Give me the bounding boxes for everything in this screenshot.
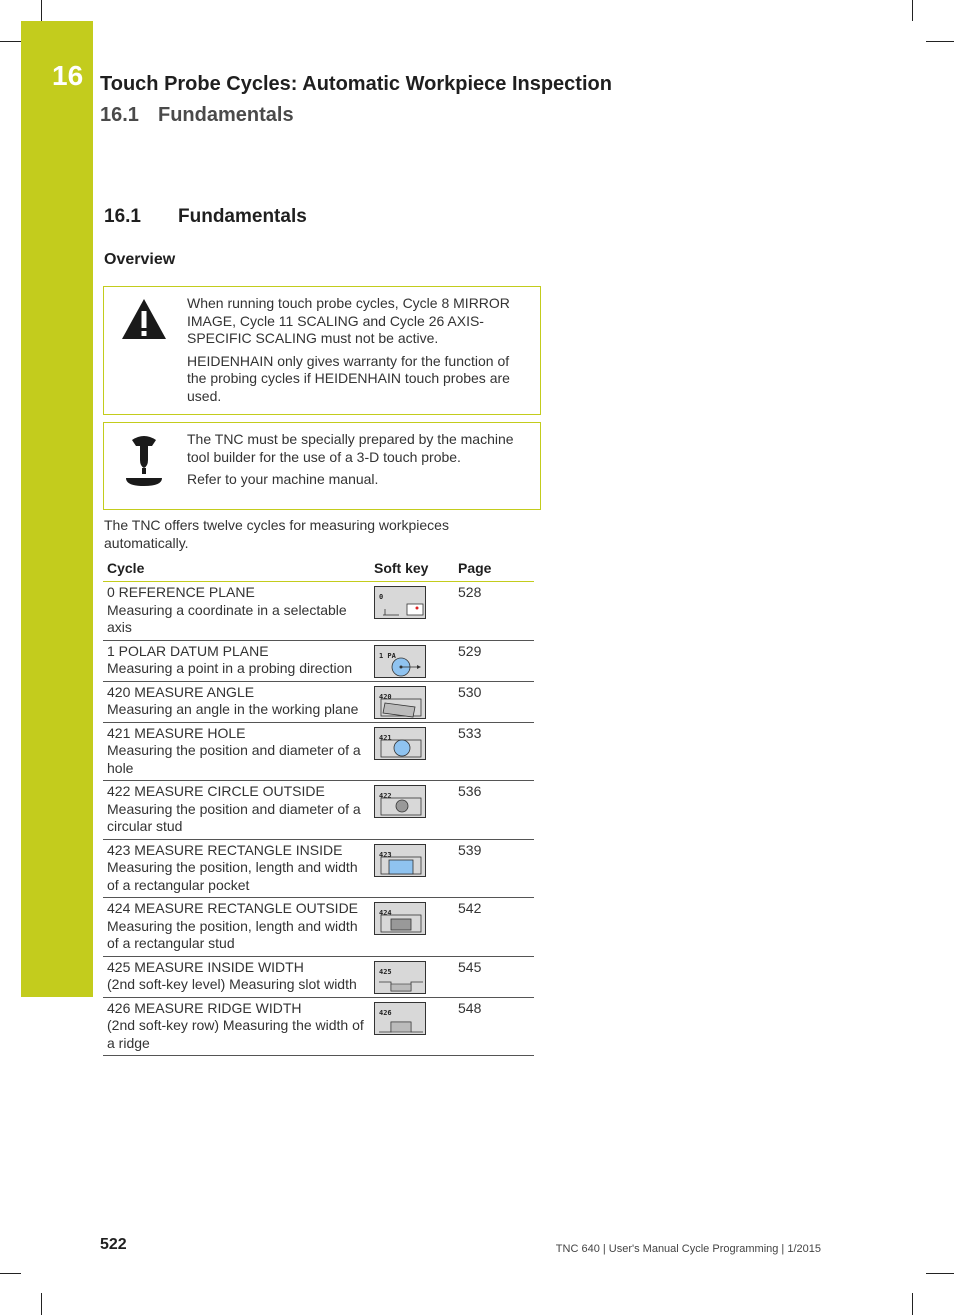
softkey-measure-ridge-width[interactable] (374, 1002, 426, 1035)
cycle-cell (103, 997, 370, 1056)
cycle-description: (2nd soft-key row) Measuring the width of a ridge (107, 1017, 364, 1051)
softkey-cell (370, 722, 454, 781)
softkey-label: 424 (379, 909, 392, 917)
chapter-title: Touch Probe Cycles: Automatic Workpiece Inspection (100, 73, 612, 95)
column-header-page: Page (454, 556, 534, 582)
note-separator (185, 287, 186, 414)
note-paragraph: HEIDENHAIN only gives warranty for the function of the probing cycles if HEIDENHAIN touch probes are used. (187, 352, 510, 404)
cycle-cell (103, 839, 370, 898)
softkey-measure-rectangle-outside[interactable] (374, 902, 426, 935)
table-header-row (103, 556, 534, 582)
cycle-name: 420 MEASURE ANGLE (107, 683, 255, 700)
note-paragraph: The TNC must be specially prepared by the machine tool builder for the use of a 3-D touch probe. (187, 431, 514, 465)
cycle-description: Measuring a point in a probing direction (107, 660, 353, 676)
softkey-cell (370, 898, 454, 957)
cycle-name: 0 REFERENCE PLANE (107, 584, 255, 600)
crop-mark (0, 41, 21, 42)
softkey-measure-angle[interactable] (374, 686, 426, 719)
softkey-measure-rectangle-inside[interactable] (374, 844, 426, 877)
cycle-name: 424 MEASURE RECTANGLE OUTSIDE (107, 900, 359, 916)
cycle-cell (103, 582, 370, 641)
page-cell: 545 (454, 956, 534, 997)
page-cell: 530 (454, 681, 534, 722)
softkey-cell (370, 997, 454, 1056)
softkey-label: 425 (379, 967, 392, 976)
cycle-description: Measuring a coordinate in a selectable axis (107, 601, 347, 635)
warning-note-text (187, 295, 530, 410)
note-paragraph: Refer to your machine manual. (187, 471, 379, 487)
cycle-name: 423 MEASURE RECTANGLE INSIDE (107, 841, 343, 858)
softkey-label: 426 (379, 1008, 392, 1017)
table-row (103, 722, 534, 781)
table-row (103, 839, 534, 898)
softkey-cell (370, 781, 454, 840)
softkey-cell (370, 839, 454, 898)
softkey-cell (370, 640, 454, 681)
page-cell: 533 (454, 722, 534, 781)
running-section-title: Fundamentals (158, 104, 294, 126)
softkey-measure-hole[interactable] (374, 727, 426, 760)
cycle-description: Measuring the position and diameter of a hole (107, 742, 361, 776)
section-title: Fundamentals (178, 206, 307, 227)
cycle-cell (103, 640, 370, 681)
cycle-cell (103, 898, 370, 957)
softkey-measure-circle-outside[interactable] (374, 785, 426, 818)
footer-text: TNC 640 | User's Manual Cycle Programming | 1/2015 (555, 1243, 821, 1255)
crop-mark (926, 41, 954, 42)
page-number: 522 (100, 1236, 127, 1253)
page-cell: 536 (454, 781, 534, 840)
section-heading (104, 206, 307, 228)
page-cell: 542 (454, 898, 534, 957)
crop-mark (41, 0, 42, 21)
table-row (103, 898, 534, 957)
softkey-label: 420 (379, 692, 392, 701)
running-section-number: 16.1 (100, 104, 139, 126)
machine-note (103, 422, 541, 510)
softkey-label: 1 PA (379, 651, 396, 660)
warning-icon (120, 297, 168, 346)
cycle-cell (103, 681, 370, 722)
cycle-cell (103, 956, 370, 997)
cycle-name: 421 MEASURE HOLE (107, 724, 246, 741)
crop-mark (912, 1293, 913, 1315)
table-row (103, 582, 534, 641)
crop-mark (912, 0, 913, 21)
page-cell: 539 (454, 839, 534, 898)
touch-probe-icon (120, 434, 168, 493)
crop-mark (926, 1273, 954, 1274)
note-paragraph: When running touch probe cycles, Cycle 8 MIRROR IMAGE, Cycle 11 SCALING and Cycle 26 AXIS-SPECIFIC SCALING must not be active. (187, 295, 510, 346)
cycle-name: 422 MEASURE CIRCLE OUTSIDE (107, 783, 325, 799)
note-separator (185, 423, 186, 509)
column-header-softkey: Soft key (370, 556, 454, 582)
softkey-polar-datum-plane[interactable] (374, 645, 426, 678)
cycle-description: Measuring the position and diameter of a circular stud (107, 800, 361, 834)
table-row (103, 681, 534, 722)
table-row (103, 640, 534, 681)
subsection-heading: Overview (104, 251, 176, 268)
cycle-description: Measuring the position, length and width of a rectangular stud (107, 917, 358, 951)
running-section-header (100, 104, 294, 127)
softkey-measure-inside-width[interactable] (374, 961, 426, 994)
table-row (103, 997, 534, 1056)
cycle-cell (103, 781, 370, 840)
crop-mark (0, 1273, 21, 1274)
crop-mark (41, 1293, 42, 1315)
chapter-number: 16 (52, 60, 84, 91)
cycle-name: 425 MEASURE INSIDE WIDTH (107, 958, 304, 975)
page-cell: 529 (454, 640, 534, 681)
table-row (103, 956, 534, 997)
chapter-sidebar (21, 21, 93, 997)
machine-note-text (187, 431, 530, 494)
page-cell: 548 (454, 997, 534, 1056)
warning-note (103, 286, 541, 415)
section-number: 16.1 (104, 206, 141, 227)
cycle-description: (2nd soft-key level) Measuring slot width (107, 976, 357, 992)
softkey-cell (370, 681, 454, 722)
softkey-reference-plane[interactable] (374, 586, 426, 619)
cycle-cell (103, 722, 370, 781)
softkey-label: 422 (379, 792, 392, 800)
page-cell: 528 (454, 582, 534, 641)
softkey-label: 423 (379, 850, 392, 859)
cycle-name: 1 POLAR DATUM PLANE (107, 642, 269, 659)
intro-paragraph: The TNC offers twelve cycles for measuring workpieces automatically. (104, 517, 449, 551)
cycle-description: Measuring an angle in the working plane (107, 701, 359, 717)
softkey-label: 0 (379, 593, 384, 601)
cycle-description: Measuring the position, length and width of a rectangular pocket (107, 859, 358, 893)
softkey-cell (370, 582, 454, 641)
softkey-cell (370, 956, 454, 997)
table-row (103, 781, 534, 840)
cycles-table (103, 556, 534, 1056)
softkey-label: 421 (379, 733, 392, 742)
cycle-name: 426 MEASURE RIDGE WIDTH (107, 999, 302, 1016)
column-header-cycle: Cycle (103, 556, 370, 582)
